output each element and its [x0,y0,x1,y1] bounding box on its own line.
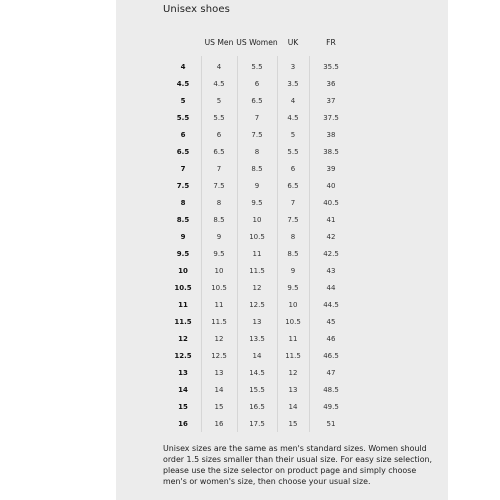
size-label: 7 [180,165,186,174]
size-label: 4 [180,63,186,71]
uk-cell: 4.5 [287,114,299,123]
us-women-cell: 14 [252,352,262,361]
us-men-cell: 7 [216,165,222,174]
uk-cell: 10 [288,301,298,310]
fr-cell: 37 [326,97,336,106]
fr-cell: 35.5 [323,63,339,71]
uk-cell: 14 [288,403,298,412]
fr-cell: 48.5 [323,386,339,395]
size-label: 9.5 [176,250,190,259]
column-header-us-men: US Men [204,38,234,47]
uk-cell: 6 [290,165,296,174]
table-row [172,60,362,77]
column-header-uk: UK [287,38,299,47]
us-men-cell: 15 [214,403,224,412]
table-row [172,417,362,434]
table-row [172,145,362,162]
table-row [172,94,362,111]
us-men-cell: 10 [214,267,224,276]
us-men-cell: 6 [216,131,222,140]
fr-cell: 47 [326,369,336,378]
fr-cell: 49.5 [323,403,339,412]
size-label: 16 [178,420,188,429]
size-table [172,60,362,434]
fr-cell: 40.5 [323,199,339,208]
us-women-cell: 10.5 [249,233,265,242]
us-women-cell: 8.5 [251,165,263,174]
us-men-cell: 12 [214,335,224,344]
us-women-cell: 13 [252,318,262,327]
table-row [172,196,362,213]
table-row [172,332,362,349]
size-label: 5.5 [176,114,190,123]
us-women-cell: 17.5 [249,420,265,429]
size-label: 15 [178,403,188,412]
fr-cell: 41 [326,216,336,225]
us-women-cell: 12 [252,284,262,293]
uk-cell: 7.5 [287,216,299,225]
fr-cell: 42.5 [323,250,339,259]
uk-cell: 9.5 [287,284,299,293]
column-header-fr: FR [326,38,336,47]
us-men-cell: 9 [216,233,222,242]
us-men-cell: 11.5 [211,318,227,327]
us-women-cell: 9.5 [251,199,263,208]
us-women-cell: 11 [252,250,262,259]
size-label: 13 [178,369,188,378]
fr-cell: 36 [326,80,336,89]
table-row [172,162,362,179]
table-row [172,383,362,400]
size-label: 8.5 [176,216,190,225]
us-men-cell: 16 [214,420,224,429]
table-row [172,349,362,366]
us-men-cell: 6.5 [213,148,225,157]
us-women-cell: 10 [252,216,262,225]
us-men-cell: 5.5 [213,114,225,123]
table-row [172,213,362,230]
size-label: 8 [180,199,186,208]
us-men-cell: 5 [216,97,222,106]
uk-cell: 5.5 [287,148,299,157]
table-row [172,264,362,281]
size-label: 12.5 [174,352,192,361]
us-women-cell: 6.5 [251,97,263,106]
fr-cell: 46 [326,335,336,344]
us-men-cell: 8.5 [213,216,225,225]
us-men-cell: 12.5 [211,352,227,361]
uk-cell: 6.5 [287,182,299,191]
uk-cell: 15 [288,420,298,429]
column-header-us-women: US Women [236,38,278,47]
uk-cell: 9 [290,267,296,276]
size-label: 5 [180,97,186,106]
us-men-cell: 7.5 [213,182,225,191]
us-women-cell: 5.5 [251,63,263,71]
table-row [172,77,362,94]
us-women-cell: 13.5 [249,335,265,344]
table-row [172,400,362,417]
us-women-cell: 12.5 [249,301,265,310]
fr-cell: 38 [326,131,336,140]
us-women-cell: 7.5 [251,131,263,140]
chart-title: Unisex shoes [163,4,230,15]
size-label: 12 [178,335,188,344]
size-label: 10.5 [174,284,192,293]
uk-cell: 8 [290,233,296,242]
us-men-cell: 8 [216,199,222,208]
table-row [172,230,362,247]
size-label: 6.5 [176,148,190,157]
uk-cell: 7 [290,199,296,208]
size-label: 10 [178,267,188,276]
uk-cell: 11 [288,335,298,344]
table-row [172,298,362,315]
uk-cell: 13 [288,386,298,395]
table-row [172,315,362,332]
uk-cell: 3 [290,63,296,71]
us-men-cell: 14 [214,386,224,395]
fr-cell: 42 [326,233,336,242]
us-men-cell: 13 [214,369,224,378]
us-men-cell: 10.5 [211,284,227,293]
us-women-cell: 15.5 [249,386,265,395]
size-label: 14 [178,386,188,395]
fr-cell: 38.5 [323,148,339,157]
us-men-cell: 4.5 [213,80,225,89]
uk-cell: 11.5 [285,352,301,361]
table-row [172,111,362,128]
fr-cell: 40 [326,182,336,191]
fr-cell: 45 [326,318,336,327]
fr-cell: 43 [326,267,336,276]
table-row [172,179,362,196]
table-row [172,247,362,264]
fr-cell: 44 [326,284,336,293]
size-label: 4.5 [176,80,190,89]
us-women-cell: 6 [254,80,260,89]
us-men-cell: 4 [216,63,222,71]
fr-cell: 46.5 [323,352,339,361]
uk-cell: 8.5 [287,250,299,259]
uk-cell: 3.5 [287,80,299,89]
size-label: 11 [178,301,188,310]
fr-cell: 51 [326,420,336,429]
table-row [172,366,362,383]
us-women-cell: 8 [254,148,260,157]
fr-cell: 37.5 [323,114,339,123]
us-men-cell: 11 [214,301,224,310]
uk-cell: 10.5 [285,318,301,327]
us-women-cell: 14.5 [249,369,265,378]
fr-cell: 44.5 [323,301,339,310]
size-label: 6 [180,131,186,140]
uk-cell: 4 [290,97,296,106]
size-label: 9 [180,233,186,242]
table-row [172,281,362,298]
us-women-cell: 11.5 [249,267,265,276]
size-note: Unisex sizes are the same as men's standard sizes. Women should order 1.5 sizes smaller than their usual size. For easy size selection, please use the size selector on product page and simply choose men's or women's size, then choose your usual size. [163,444,433,486]
us-women-cell: 16.5 [249,403,265,412]
size-label: 7.5 [176,182,190,191]
table-row [172,128,362,145]
us-men-cell: 9.5 [213,250,225,259]
fr-cell: 39 [326,165,336,174]
us-women-cell: 7 [254,114,260,123]
size-label: 11.5 [174,318,192,327]
uk-cell: 5 [290,131,296,140]
us-women-cell: 9 [254,182,260,191]
uk-cell: 12 [288,369,298,378]
